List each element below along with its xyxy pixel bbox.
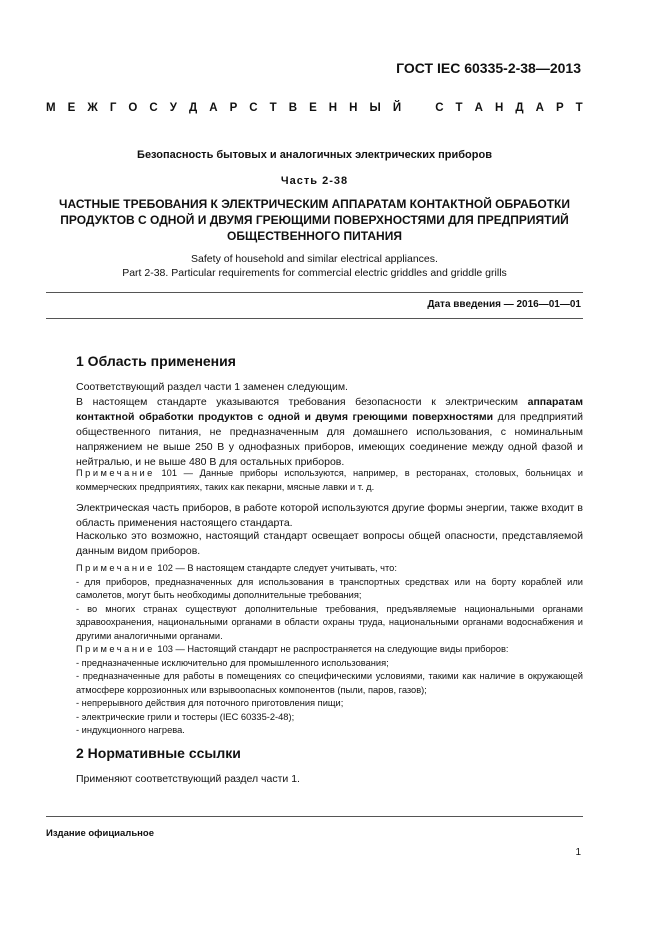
banner-letter: Т	[455, 102, 463, 114]
banner-letter: Т	[269, 102, 277, 114]
banner-letter: Г	[109, 102, 117, 114]
english-title	[46, 252, 583, 280]
banner-letter: Д	[515, 102, 524, 114]
page-number: 1	[575, 847, 581, 858]
paragraph: Электрическая часть приборов, в работе которой используются другие формы энергии, также входит в область применения настоящего стандарта.	[76, 502, 583, 529]
note-102	[76, 562, 583, 643]
paragraph: Соответствующий раздел части 1 заменен следующим.	[76, 381, 348, 393]
banner-letter: Н	[349, 102, 358, 114]
main-title-line: ЧАСТНЫЕ ТРЕБОВАНИЯ К ЭЛЕКТРИЧЕСКИМ АППАРАТАМ КОНТАКТНОЙ ОБРАБОТКИ	[59, 197, 570, 211]
divider-bottom	[46, 318, 583, 319]
banner-letter: Ж	[87, 102, 98, 114]
note-text: 101 — Данные приборы используются, например, в ресторанах, столовых, больницах и коммерческих предприятиях, таких как пекарни, мясные лавки и т. д.	[76, 468, 583, 492]
banner-letter: Н	[328, 102, 338, 114]
banner-letter: С	[435, 102, 444, 114]
banner-letter: Р	[555, 102, 564, 114]
note-101	[76, 467, 583, 494]
footer-divider	[46, 816, 583, 817]
main-title-line: ОБЩЕСТВЕННОГО ПИТАНИЯ	[227, 229, 402, 243]
note-list-item: - для приборов, предназначенных для использования в транспортных средствах или на борту кораблей или самолетов, могут быть необходимы дополнительные требования;	[76, 576, 583, 600]
banner-letter: Д	[188, 102, 198, 114]
banner-letter: Й	[392, 102, 402, 114]
banner-letter: С	[149, 102, 158, 114]
note-label: Примечание	[76, 468, 155, 478]
banner-letter: Р	[229, 102, 238, 114]
note-list-item: - электрические грили и тостеры (IEC 60335-2-48);	[76, 711, 295, 722]
scope-text: В настоящем стандарте указываются требования безопасности к электрическим	[76, 396, 528, 408]
banner-letter: А	[535, 102, 544, 114]
divider-top	[46, 292, 583, 293]
section-2-heading: 2 Нормативные ссылки	[76, 745, 241, 761]
english-title-line: Safety of household and similar electrical appliances.	[191, 253, 438, 265]
note-label: Примечание	[76, 644, 155, 654]
interstate-standard-banner	[46, 102, 583, 114]
main-title	[46, 196, 583, 244]
paragraph: Насколько это возможно, настоящий стандарт освещает вопросы общей опасности, представляемой данным видом приборов.	[76, 530, 583, 557]
scope-text: для предприятий общественного питания, не предназначенным для домашнего использования, с номинальным напряжением не выше 250 В у однофазных приборов, имеющих соединение между одной фазой и нейтралью, и не выше 480 В для остальных приборов.	[76, 411, 583, 468]
banner-letter	[413, 102, 423, 114]
banner-letter: Е	[67, 102, 76, 114]
banner-letter: Е	[309, 102, 317, 114]
paragraph: Применяют соответствующий раздел части 1.	[76, 773, 300, 785]
banner-letter: А	[209, 102, 218, 114]
note-list-item: - во многих странах существуют дополнительные требования, предъявляемые национальными органами здравоохранения, национальными органами в области охраны труда, национальными органами водоснабжения и другими аналогичными органами.	[76, 603, 583, 641]
banner-letter: М	[46, 102, 56, 114]
note-label: Примечание	[76, 563, 155, 573]
note-list-item: - предназначенные исключительно для промышленного использования;	[76, 657, 389, 668]
part-number: Часть 2-38	[280, 175, 349, 187]
english-title-line: Part 2-38. Particular requirements for commercial electric griddles and griddle grills	[122, 267, 507, 279]
scope-bold-text: аппаратам контактной обработки продуктов с одной и двумя греющими поверхностями	[76, 396, 583, 423]
banner-letter: С	[249, 102, 258, 114]
scope-paragraph	[76, 395, 583, 470]
note-list-item: - непрерывного действия для поточного приготовления пищи;	[76, 698, 344, 708]
note-103	[76, 643, 583, 738]
edition-label: Издание официальное	[46, 828, 154, 839]
banner-letter: Ы	[369, 102, 381, 114]
note-text: 103 — Настоящий стандарт не распространяется на следующие виды приборов:	[157, 644, 509, 654]
main-title-line: ПРОДУКТОВ С ОДНОЙ И ДВУМЯ ГРЕЮЩИМИ ПОВЕРХНОСТЯМИ ДЛЯ ПРЕДПРИЯТИЙ	[60, 213, 569, 227]
note-list-item: - предназначенные для работы в помещениях со специфическими условиями, такими как наличие в окружающей атмосфере коррозионных или взрывоопасных компонентов (пыли, паров, газов);	[76, 671, 583, 695]
note-text: 102 — В настоящем стандарте следует учитывать, что:	[157, 563, 397, 573]
gost-code: ГОСТ IEC 60335-2-38—2013	[396, 60, 581, 76]
banner-letter: А	[474, 102, 483, 114]
section-1-heading: 1 Область применения	[76, 353, 236, 369]
note-list-item: - индукционного нагрева.	[76, 725, 185, 735]
banner-letter: О	[128, 102, 138, 114]
banner-letter: Н	[494, 102, 504, 114]
banner-letter: Т	[575, 102, 583, 114]
date-of-introduction: Дата введения — 2016—01—01	[427, 299, 581, 310]
banner-letter: У	[169, 102, 177, 114]
banner-letter: В	[288, 102, 298, 114]
series-title: Безопасность бытовых и аналогичных электрических приборов	[137, 149, 492, 161]
